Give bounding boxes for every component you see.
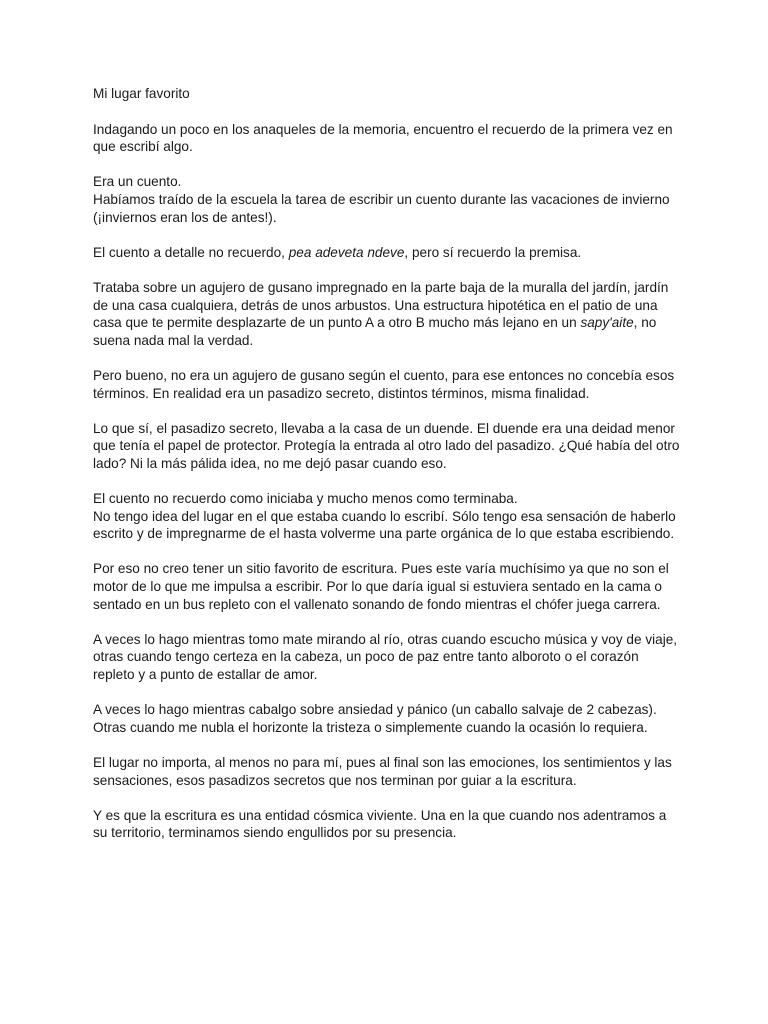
paragraph-2-line-2: Habíamos traído de la escuela la tarea de escribir un cuento durante las vacaciones de invierno (¡inviernos eran los de antes!). bbox=[93, 191, 670, 225]
paragraph-4 bbox=[93, 279, 683, 349]
paragraph-2-line-1: Era un cuento. bbox=[93, 174, 182, 190]
paragraph-4-text-b: , no suena nada mal la verdad. bbox=[93, 315, 657, 348]
paragraph-7-line-2: No tengo idea del lugar en el que estaba cuando lo escribí. Sólo tengo esa sensación de haberlo escrito y de impregnarme de el hasta volverme una parte orgánica de lo que estaba escribiendo. bbox=[93, 508, 676, 542]
paragraph-3-italic: pea adeveta ndeve bbox=[288, 244, 405, 260]
paragraph-7 bbox=[93, 490, 683, 543]
paragraph-4-italic: sapy'aite bbox=[580, 315, 634, 331]
paragraph-3-text-a: El cuento a detalle no recuerdo, bbox=[93, 244, 289, 260]
paragraph-3 bbox=[93, 244, 683, 262]
paragraph-7-line-1: El cuento no recuerdo como iniciaba y mucho menos como terminaba. bbox=[93, 491, 518, 507]
paragraph-4-text-a: Trataba sobre un agujero de gusano impregnado en la parte baja de la muralla del jardín, jardín de una casa cualquiera, detrás de unos arbustos. Una estructura hipotética en el patio de una casa que te permite desplazarte de un punto A a otro B mucho más lejano en un bbox=[93, 279, 669, 331]
document-title: Mi lugar favorito bbox=[93, 86, 190, 101]
paragraph-10: A veces lo hago mientras cabalgo sobre ansiedad y pánico (un caballo salvaje de 2 cabezas). Otras cuando me nubla el horizonte la tristeza o simplemente cuando la ocasión lo requiera. bbox=[93, 702, 657, 735]
paragraph-6: Lo que sí, el pasadizo secreto, llevaba a la casa de un duende. El duende era una deidad menor que tenía el papel de protector. Protegía la entrada al otro lado del pasadizo. ¿Qué había del otro lado? Ni la más pálida idea, no me dejó pasar cuando eso. bbox=[93, 420, 680, 471]
paragraph-5: Pero bueno, no era un agujero de gusano según el cuento, para ese entonces no concebía esos términos. En realidad era un pasadizo secreto, distintos términos, misma finalidad. bbox=[93, 367, 675, 401]
paragraph-3-text-b: , pero sí recuerdo la premisa. bbox=[404, 244, 582, 260]
paragraph-11: El lugar no importa, al menos no para mí, pues al final son las emociones, los sentimientos y las sensaciones, esos pasadizos secretos que nos terminan por guiar a la escritura. bbox=[93, 754, 672, 788]
paragraph-1: Indagando un poco en los anaqueles de la memoria, encuentro el recuerdo de la primera vez en que escribí algo. bbox=[93, 121, 673, 155]
paragraph-12: Y es que la escritura es una entidad cósmica viviente. Una en la que cuando nos adentramos a su territorio, terminamos siendo engullidos por su presencia. bbox=[93, 807, 667, 841]
paragraph-2 bbox=[93, 173, 683, 226]
paragraph-8: Por eso no creo tener un sitio favorito de escritura. Pues este varía muchísimo ya que no son el motor de lo que me impulsa a escribir. Por lo que daría igual si estuviera sentado en la cama o sentado en un bus repleto con el vallenato sonando de fondo mientras el chófer juega carrera. bbox=[93, 561, 669, 612]
paragraph-9: A veces lo hago mientras tomo mate mirando al río, otras cuando escucho música y voy de viaje, otras cuando tengo certeza en la cabeza, un poco de paz entre tanto alboroto o el corazón repleto y a punto de estallar de amor. bbox=[93, 631, 678, 682]
document-page bbox=[93, 85, 683, 860]
